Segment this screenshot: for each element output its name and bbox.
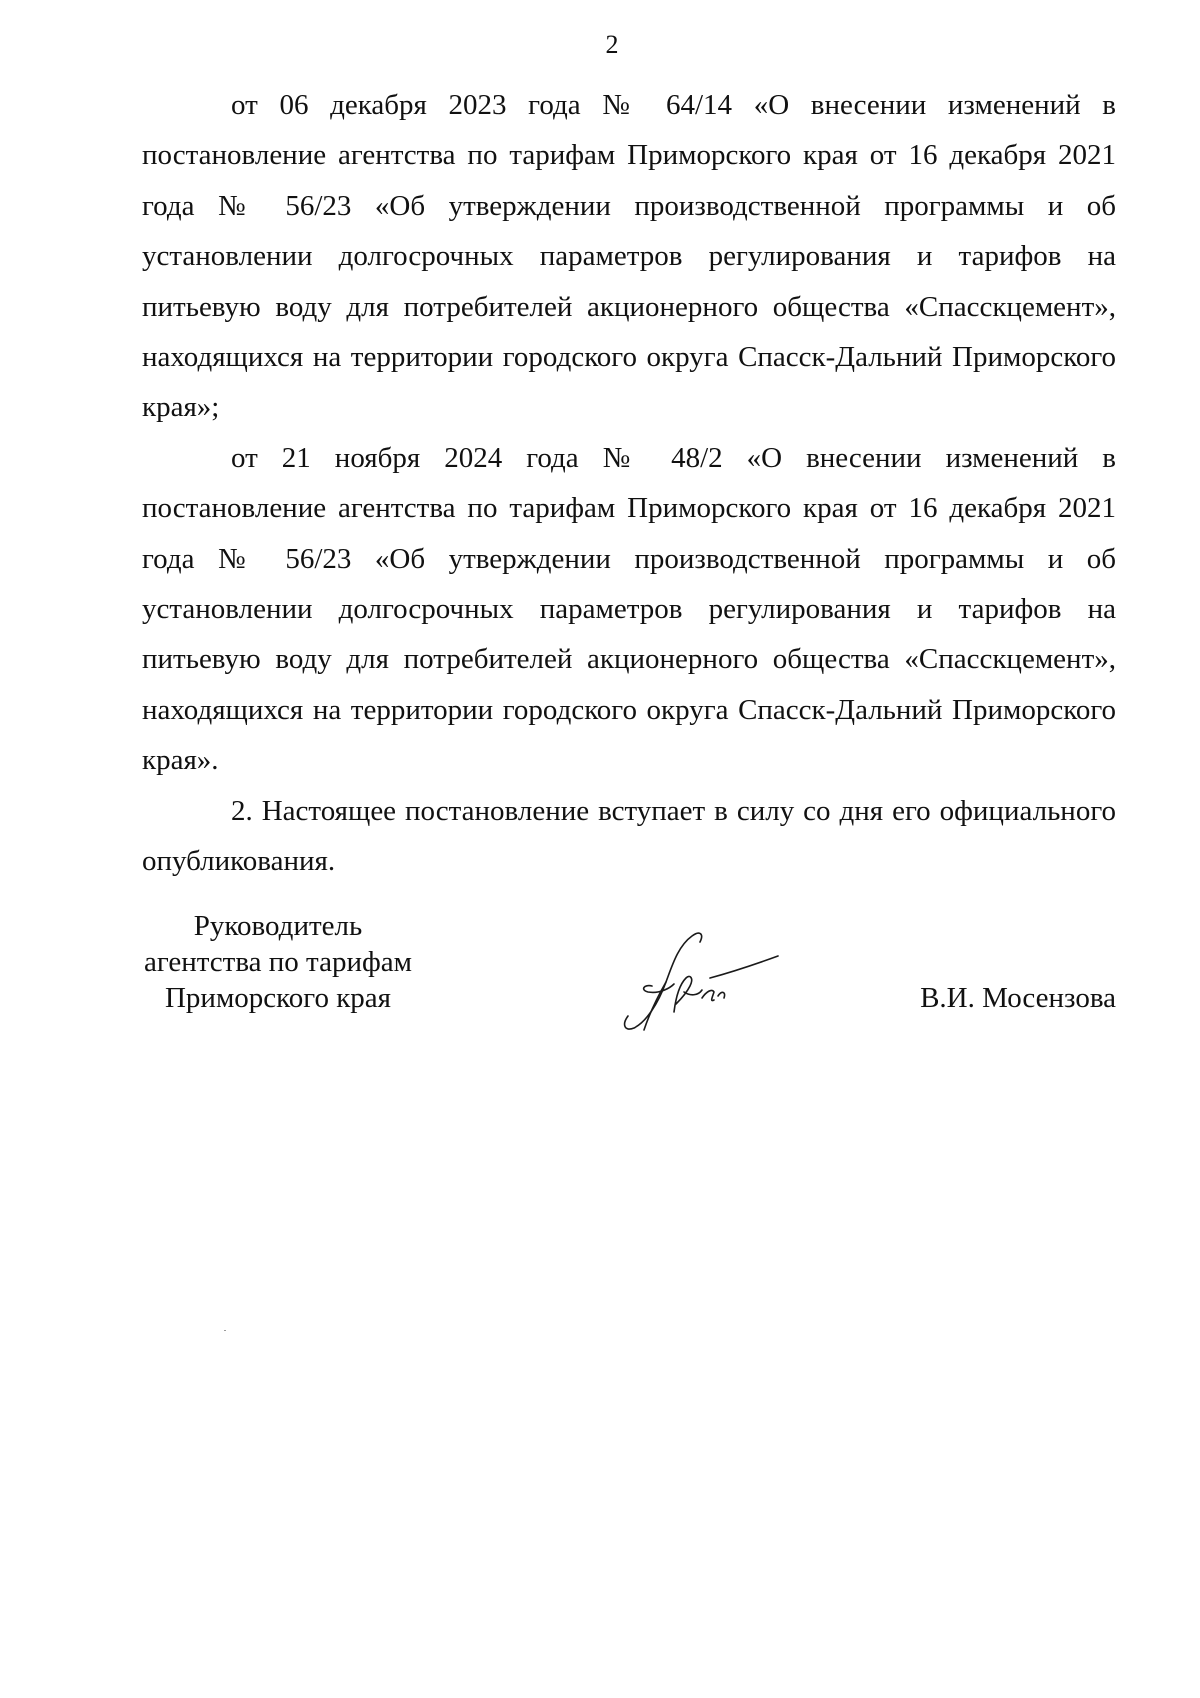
handwritten-signature-icon bbox=[614, 926, 782, 1038]
signatory-title-line: Руководитель bbox=[193, 910, 363, 942]
signatory-title-line: агентства по тарифам bbox=[144, 946, 412, 978]
page-number: 2 bbox=[605, 30, 619, 59]
signer-name: В.И. Мосензова bbox=[920, 982, 1116, 1014]
paragraph-amendment-2023: от 06 декабря 2023 года № 64/14 «О внесении изменений в постановление агентства по тарифам Приморского края от 16 декабря 2021 года № 56/23 «Об утверждении производственной программы и об установлении долгосрочных параметров регулирования и тарифов на питьевую воду для потребителей акционерного общества «Спасскцемент», находящихся на территории городского округа Спасск-Дальний Приморского края»; bbox=[142, 89, 1116, 424]
paragraph-effective-date: 2. Настоящее постановление вступает в силу со дня его официального опубликования. bbox=[142, 794, 1116, 878]
scan-artifact bbox=[224, 1330, 226, 1331]
signatory-title bbox=[118, 908, 438, 1016]
signatory-title-line: Приморского края bbox=[164, 982, 392, 1014]
paragraph-amendment-2024: от 21 ноября 2024 года № 48/2 «О внесении изменений в постановление агентства по тарифам Приморского края от 16 декабря 2021 года № 56/23 «Об утверждении производственной программы и об установлении долгосрочных параметров регулирования и тарифов на питьевую воду для потребителей акционерного общества «Спасскцемент», находящихся на территории городского округа Спасск-Дальний Приморского края». bbox=[142, 441, 1116, 777]
document-body bbox=[142, 80, 1116, 887]
